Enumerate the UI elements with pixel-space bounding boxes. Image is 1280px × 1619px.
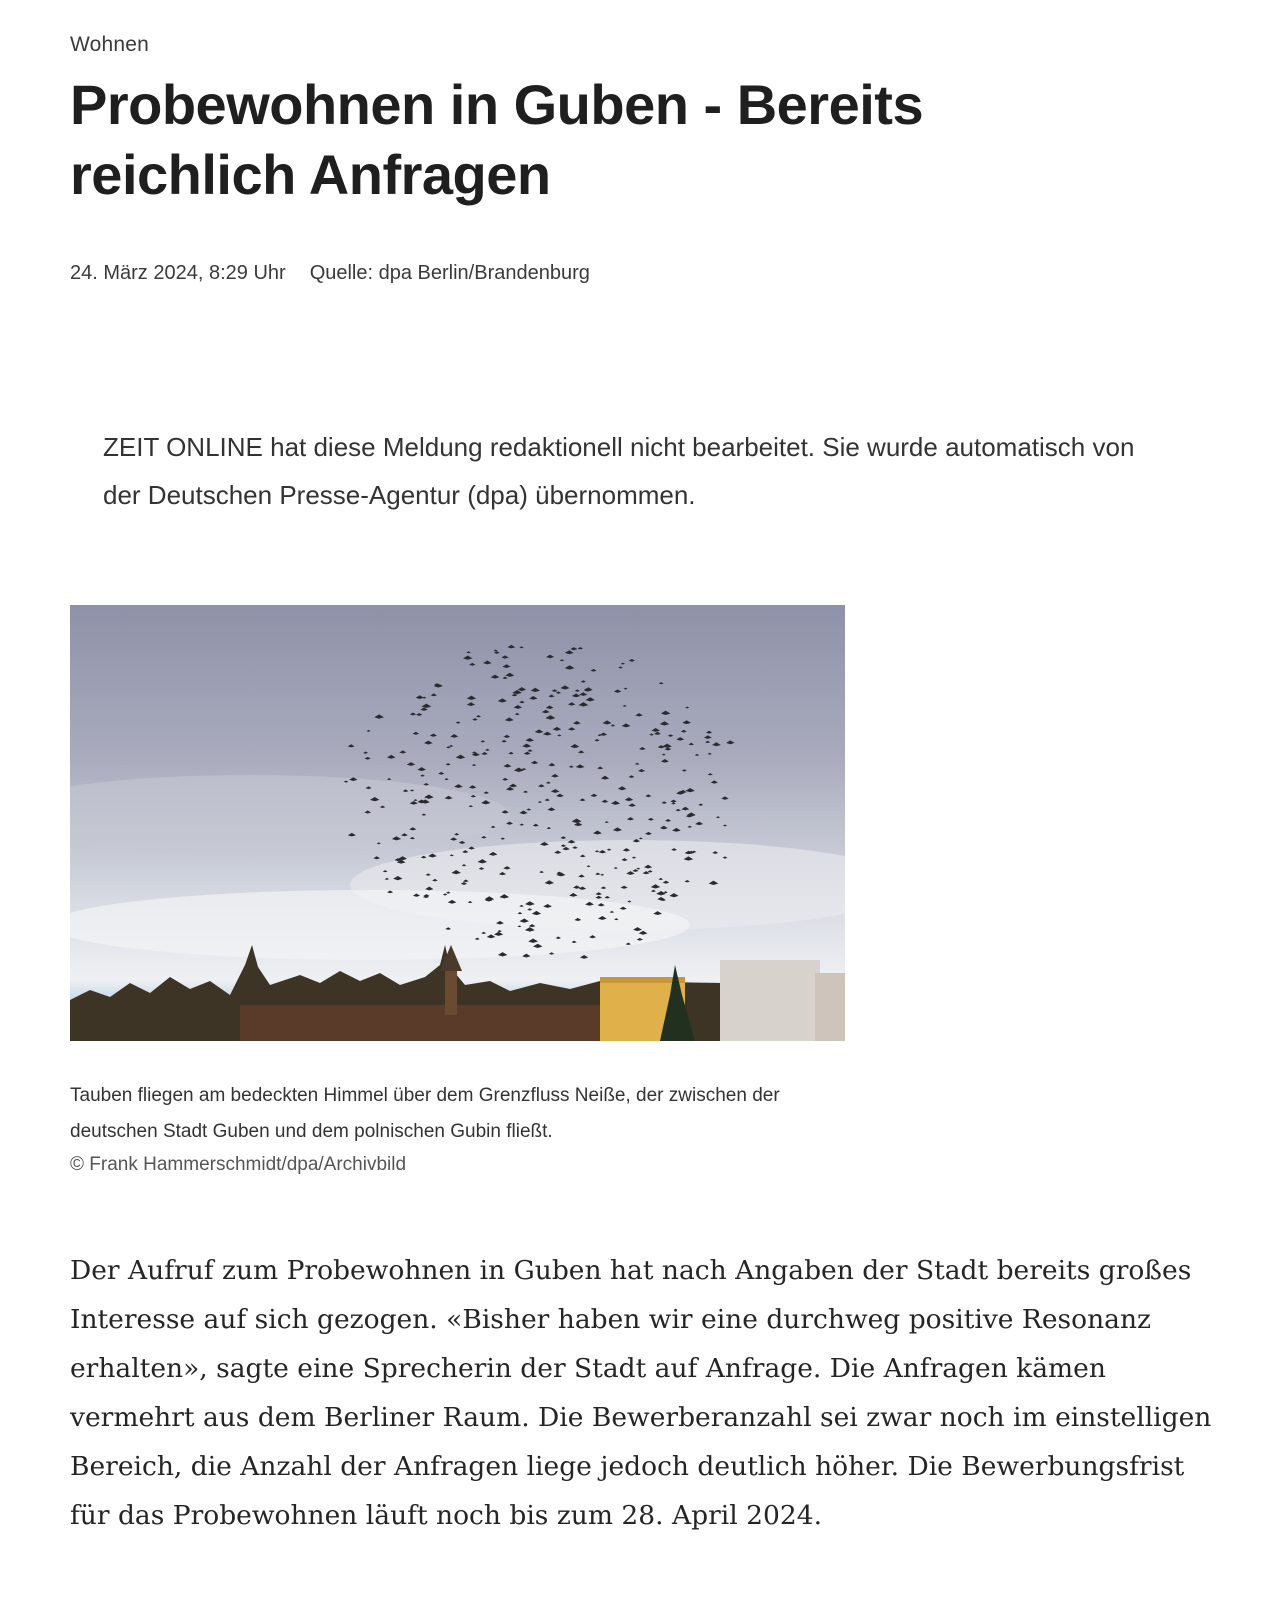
source-label: Quelle: dpa Berlin/Brandenburg — [309, 262, 590, 284]
kicker-label[interactable]: Wohnen — [70, 33, 150, 56]
article-meta — [70, 262, 590, 285]
article-body: Der Aufruf zum Probewohnen in Guben hat nach Angaben der Stadt bereits großes Interesse auf sich gezogen. «Bisher haben wir eine durchweg positive Resonanz erhalten», sagte eine Sprecherin der Stadt auf Anfrage. Die Anfragen kämen vermehrt aus dem Berliner Raum. Die Bewerberanzahl sei zwar noch im einstelligen Bereich, die Anzahl der Anfragen liege jedoch deutlich höher. Die Bewerbungsfrist für das Probewohnen läuft noch bis zum 28. April 2024. — [70, 1255, 1212, 1531]
editorial-notice: ZEIT ONLINE hat diese Meldung redaktionell nicht bearbeitet. Sie wurde automatisch von der Deutschen Presse-Agentur (dpa) übernommen. — [103, 432, 1135, 510]
article-image[interactable] — [70, 605, 845, 1041]
pigeons-photo — [70, 605, 845, 1041]
image-caption: Tauben fliegen am bedeckten Himmel über dem Grenzfluss Neiße, der zwischen der deutschen Stadt Guben und dem polnischen Gubin fließt. — [70, 1085, 780, 1142]
publish-date: 24. März 2024, 8:29 Uhr — [70, 262, 286, 284]
article-headline: Probewohnen in Guben - Bereits reichlich Anfragen — [70, 73, 924, 206]
image-credit: © Frank Hammerschmidt/dpa/Archivbild — [70, 1154, 407, 1175]
